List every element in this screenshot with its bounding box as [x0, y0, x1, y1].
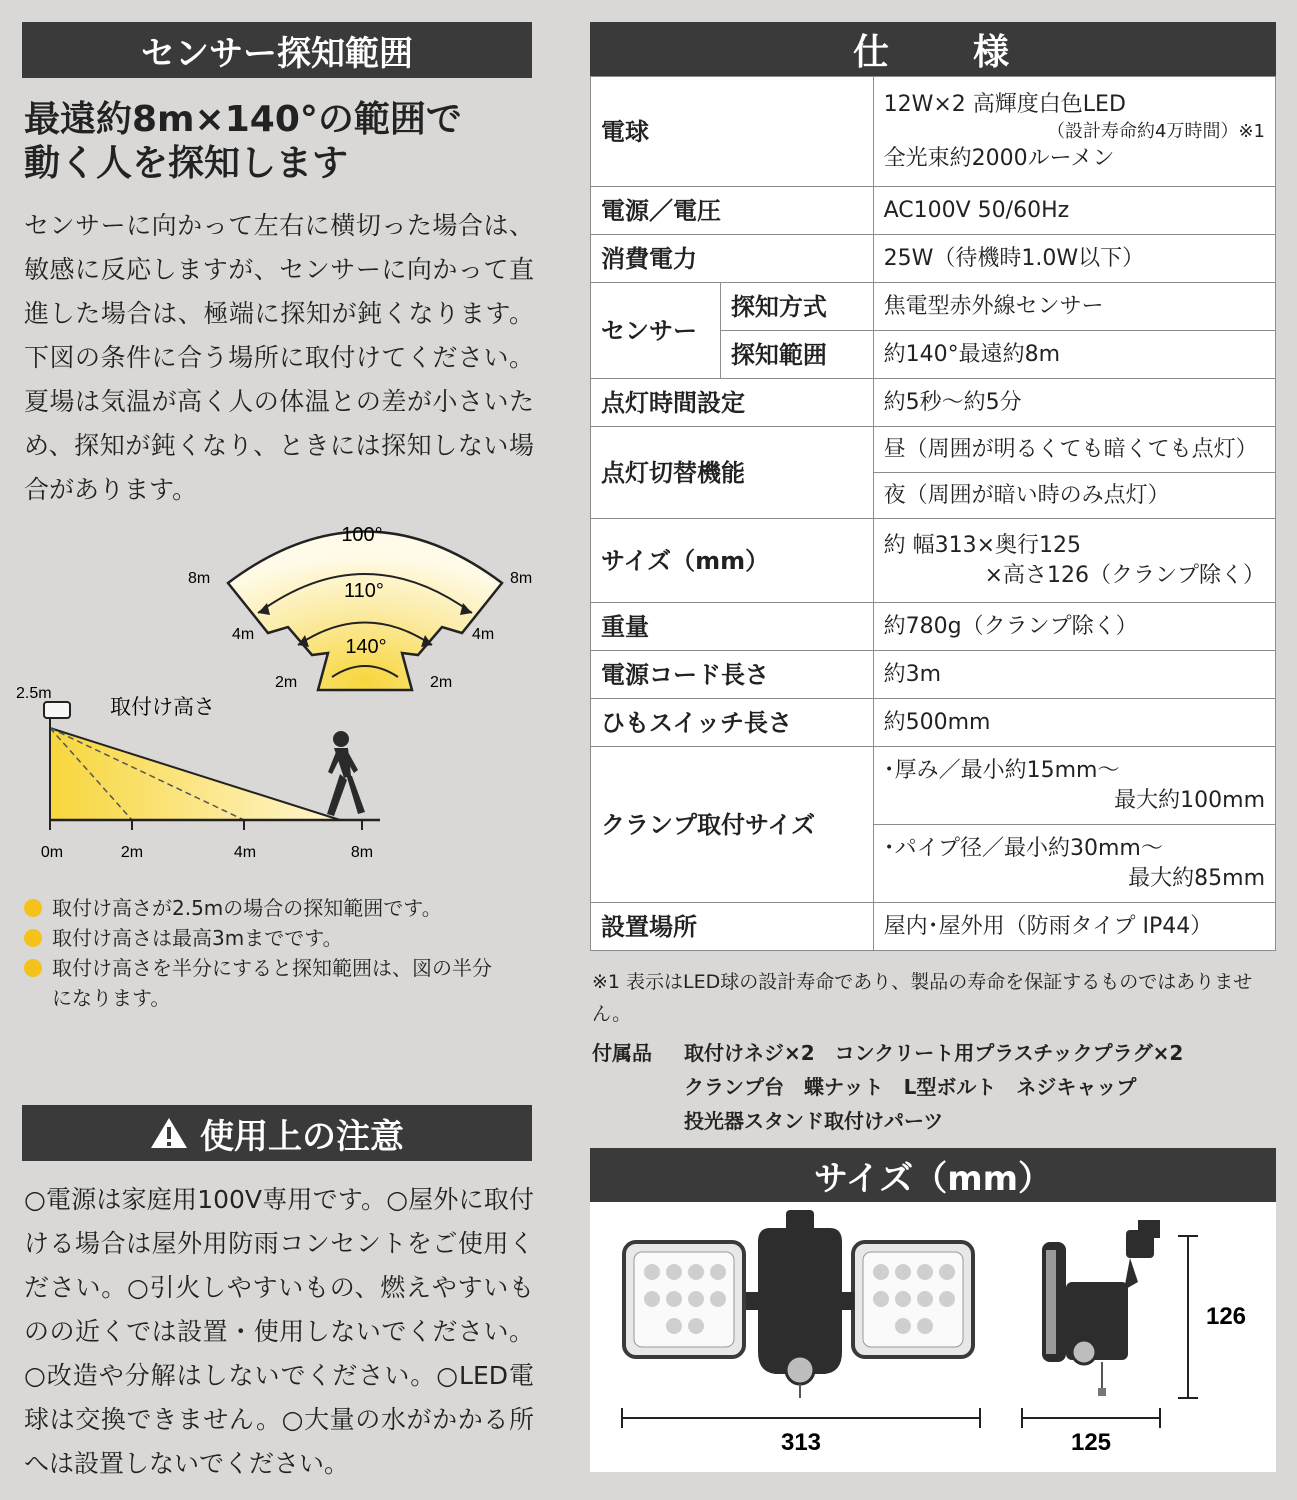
size-line-2: ×高さ126（クランプ除く） [984, 562, 1265, 588]
detection-side-diagram [14, 680, 394, 865]
spec-row-timer [591, 379, 1276, 427]
spec-label: 点灯切替機能 [591, 427, 874, 519]
spec-value: 約3m [873, 651, 1275, 699]
tick-8m: 8m [350, 844, 374, 861]
spec-value: 夜（周囲が暗い時のみ点灯） [873, 473, 1275, 519]
spec-label: 電源コード長さ [591, 651, 874, 699]
fan-label-2m-left: 2m [275, 674, 298, 691]
bulb-line-2: （設計寿命約4万時間）※1 [1047, 120, 1265, 142]
clamp-pipe-line-2: 最大約85mm [1128, 865, 1265, 891]
depth-dimension-label: 125 [1070, 1429, 1112, 1456]
height-dimension-label: 126 [1205, 1303, 1247, 1330]
spec-row-cord [591, 651, 1276, 699]
bulb-line-1: 12W×2 高輝度白色LED [883, 91, 1126, 117]
sensor-section-title-bar [22, 22, 532, 78]
caution-text: ○電源は家庭用100V専用です。○屋外に取付ける場合は屋外用防雨コンセントをご使用ください。○引火しやすいもの、燃えやすいものの近くでは設置・使用しないでください。○改造や分解はしないでください。○LED電球は交換できません。○大量の水がかかる所へは設置しないでください。 [24, 1185, 534, 1478]
accessories-line-2: クランプ台 蝶ナット L型ボルト ネジキャップ [684, 1075, 1137, 1099]
accessories-line-3: 投光器スタンド取付けパーツ [684, 1109, 944, 1133]
detection-fan-diagram [180, 505, 550, 705]
spec-value-size [873, 519, 1275, 603]
bulb-line-3: 全光束約2000ルーメン [883, 145, 1115, 171]
fan-label-4m-left: 4m [232, 626, 255, 643]
note-item [24, 893, 524, 923]
spec-value: 約780g（クランプ除く） [873, 603, 1275, 651]
product-dimension-drawing [590, 1202, 1276, 1472]
lamp-icon [44, 702, 70, 718]
spec-value-clamp-pipe [873, 825, 1275, 903]
note-item [24, 923, 524, 953]
warning-icon [150, 1116, 188, 1150]
spec-label: 電源／電圧 [591, 187, 874, 235]
size-section-title: サイズ（mm） [813, 1158, 1053, 1199]
spec-label: サイズ（mm） [591, 519, 874, 603]
spec-label: ひもスイッチ長さ [591, 699, 874, 747]
spec-value-bulb [873, 77, 1275, 187]
accessories [592, 1036, 1278, 1138]
fan-label-8m-left: 8m [188, 570, 211, 587]
spec-value: 約140°最遠約8m [873, 331, 1275, 379]
spec-label: 点灯時間設定 [591, 379, 874, 427]
bullet-dot-icon [24, 899, 42, 917]
spec-label: 設置場所 [591, 903, 874, 951]
sensor-section-title: センサー探知範囲 [141, 33, 413, 74]
sensor-lens [786, 1356, 814, 1384]
caution-section-title-bar [22, 1105, 532, 1161]
spec-table [590, 76, 1276, 951]
fan-label-4m-right: 4m [472, 626, 495, 643]
spec-footnote: ※1 表示はLED球の設計寿命であり、製品の寿命を保証するものではありません。 [592, 971, 1253, 1025]
spec-row-detect-method [591, 283, 1276, 331]
headline-line-1: 最遠約8m×140°の範囲で [24, 99, 462, 140]
note-text: 取付け高さは最高3mまでです。 [52, 926, 343, 950]
tick-0m: 0m [40, 844, 64, 861]
size-section-title-bar [590, 1148, 1276, 1202]
bullet-dot-icon [24, 959, 42, 977]
width-dimension-label: 313 [780, 1429, 822, 1456]
tick-4m: 4m [233, 844, 257, 861]
spec-value: 焦電型赤外線センサー [873, 283, 1275, 331]
accessories-label: 付属品 [592, 1041, 652, 1065]
spec-section-title: 仕 様 [852, 31, 1013, 73]
spec-value: AC100V 50/60Hz [873, 187, 1275, 235]
clamp-thick-line-1: ･厚み／最小約15mm～ [883, 757, 1120, 783]
spec-row-size [591, 519, 1276, 603]
spec-row-consumption [591, 235, 1276, 283]
spec-row-string [591, 699, 1276, 747]
spec-value: 屋内･屋外用（防雨タイプ IP44） [873, 903, 1275, 951]
spec-sublabel: 探知方式 [720, 283, 873, 331]
bullet-dot-icon [24, 929, 42, 947]
fan-label-2m-right: 2m [430, 674, 453, 691]
mount-height-label: 取付け高さ [110, 696, 215, 719]
spec-value: 約5秒～約5分 [873, 379, 1275, 427]
clamp-thick-line-2: 最大約100mm [1114, 787, 1265, 813]
spec-value: 約500mm [873, 699, 1275, 747]
size-drawing-panel [590, 1202, 1276, 1472]
spec-value: 25W（待機時1.0W以下） [873, 235, 1275, 283]
mount-height-value: 2.5m [16, 685, 52, 702]
note-item [24, 953, 524, 1013]
fan-label-8m-right: 8m [510, 570, 533, 587]
walking-person-icon [327, 731, 365, 816]
spec-row-bulb [591, 77, 1276, 187]
angle-label-100: 100° [341, 524, 383, 546]
spec-row-switch-day [591, 427, 1276, 473]
product-front-view [624, 1210, 973, 1398]
accessories-line-1: 取付けネジ×2 コンクリート用プラスチックプラグ×2 [684, 1041, 1184, 1065]
sensor-notes [24, 893, 524, 1013]
angle-label-140: 140° [345, 636, 387, 658]
spec-label: 重量 [591, 603, 874, 651]
tick-2m: 2m [120, 844, 144, 861]
spec-label: 電球 [591, 77, 874, 187]
headline-line-2: 動く人を探知します [24, 143, 349, 184]
spec-section-title-bar [590, 22, 1276, 76]
note-text: 取付け高さを半分にすると探知範囲は、図の半分になります。 [52, 956, 492, 1010]
spec-label: 消費電力 [591, 235, 874, 283]
spec-value: 昼（周囲が明るくても暗くても点灯） [873, 427, 1275, 473]
note-text: 取付け高さが2.5mの場合の探知範囲です。 [52, 896, 442, 920]
spec-row-weight [591, 603, 1276, 651]
spec-row-place [591, 903, 1276, 951]
spec-sublabel: 探知範囲 [720, 331, 873, 379]
spec-label: センサー [591, 283, 721, 379]
spec-row-clamp-thick [591, 747, 1276, 825]
center-body [758, 1228, 842, 1374]
clamp-pipe-line-1: ･パイプ径／最小約30mm～ [883, 835, 1163, 861]
spec-label: クランプ取付サイズ [591, 747, 874, 903]
spec-value-clamp-thick [873, 747, 1275, 825]
size-line-1: 約 幅313×奥行125 [883, 532, 1082, 558]
caution-section-title: 使用上の注意 [200, 1116, 404, 1157]
sensor-headline [24, 98, 534, 186]
angle-label-110: 110° [344, 580, 384, 602]
side-detection-area [50, 728, 340, 820]
product-side-view [1042, 1220, 1160, 1396]
sensor-description: センサーに向かって左右に横切った場合は、敏感に反応しますが、センサーに向かって直進した場合は、極端に探知が鈍くなります。下図の条件に合う場所に取付けてください。夏場は気温が高く人の体温との差が小さいため、探知が鈍くなり、ときには探知しない場合があります。 [24, 211, 534, 504]
spec-row-power [591, 187, 1276, 235]
